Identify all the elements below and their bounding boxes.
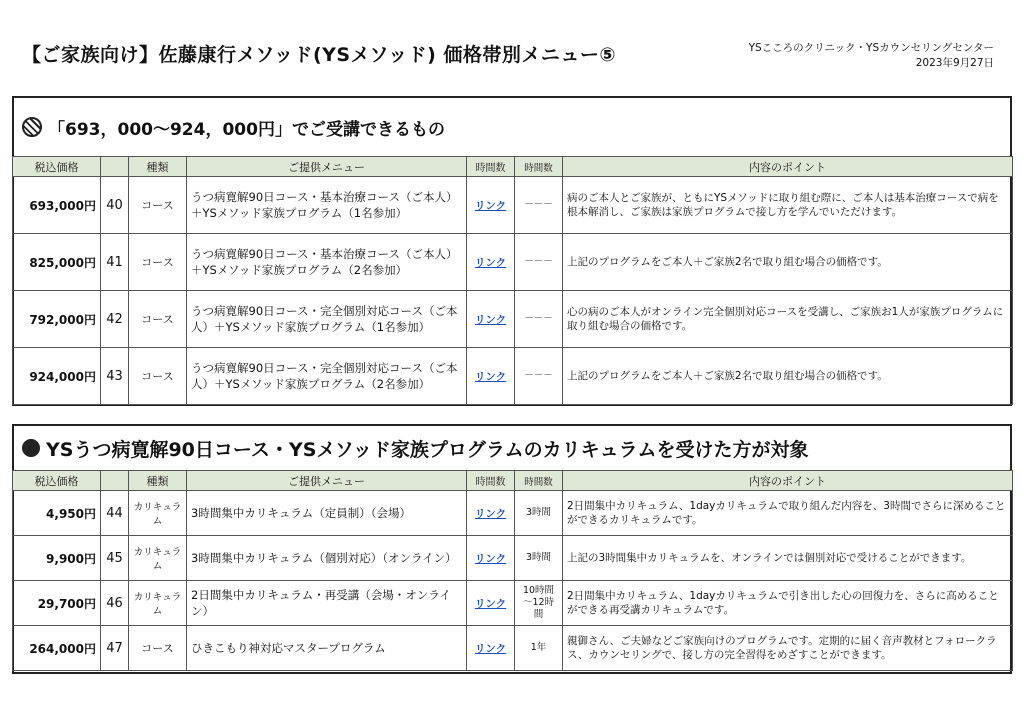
menu-cell: 2日間集中カリキュラム・再受講（会場・オンライン） [187, 581, 467, 626]
menu-cell: うつ病寛解90日コース・完全個別対応コース（ご本人）＋YSメソッド家族プログラム（1名参加） [187, 291, 467, 348]
price-cell: 264,000円 [13, 626, 101, 671]
price-cell: 924,000円 [13, 348, 101, 405]
menu-cell: 3時間集中カリキュラム（個別対応）（オンライン） [187, 536, 467, 581]
table-row [13, 234, 1013, 291]
section-1-title: 「693，000～924，000円」でご受講できるもの [48, 119, 445, 140]
menu-cell: うつ病寛解90日コース・完全個別対応コース（ご本人）＋YSメソッド家族プログラム（2名参加） [187, 348, 467, 405]
price-section-1 [12, 96, 1012, 406]
hours-cell: －－－ [515, 177, 563, 234]
link-cell [467, 581, 515, 626]
menu-cell: うつ病寛解90日コース・基本治療コース（ご本人）＋YSメソッド家族プログラム（2名参加） [187, 234, 467, 291]
page-title: 【ご家族向け】佐藤康行メソッド(YSメソッド) 価格帯別メニュー⑤ [22, 44, 616, 66]
document-date: 2023年9月27日 [915, 57, 994, 69]
menu-cell: うつ病寛解90日コース・基本治療コース（ご本人）＋YSメソッド家族プログラム（1名参加） [187, 177, 467, 234]
hours-cell: －－－ [515, 234, 563, 291]
detail-link[interactable]: リンク [474, 313, 507, 326]
hatched-circle-icon [22, 117, 42, 137]
menu-cell: ひきこもり神対応マスタープログラム [187, 626, 467, 671]
detail-link[interactable]: リンク [474, 507, 507, 520]
col-price: 税込価格 [13, 471, 101, 491]
link-cell [467, 626, 515, 671]
table-header-row [13, 471, 1013, 491]
price-cell: 693,000円 [13, 177, 101, 234]
type-cell: コース [129, 291, 187, 348]
col-point: 内容のポイント [563, 471, 1013, 491]
price-cell: 29,700円 [13, 581, 101, 626]
number-cell: 47 [101, 626, 129, 671]
point-cell: 2日間集中カリキュラム、1dayカリキュラムで取り組んだ内容を、3時間でさらに深めることができるカリキュラムです。 [563, 491, 1013, 536]
point-cell: 親御さん、ご夫婦などご家族向けのプログラムです。定期的に届く音声教材とフォロークラス、カウンセリングで、接し方の完全習得をめざすことができます。 [563, 626, 1013, 671]
point-cell: 上記のプログラムをご本人＋ご家族2名で取り組む場合の価格です。 [563, 348, 1013, 405]
col-type: 種類 [129, 471, 187, 491]
number-cell: 41 [101, 234, 129, 291]
hours-cell: 10時間～12時間 [515, 581, 563, 626]
price-cell: 9,900円 [13, 536, 101, 581]
section-1-heading [14, 98, 1010, 156]
price-cell: 825,000円 [13, 234, 101, 291]
hours-cell: 3時間 [515, 536, 563, 581]
col-price: 税込価格 [13, 157, 101, 177]
table-row [13, 291, 1013, 348]
hours-cell: －－－ [515, 291, 563, 348]
table-row [13, 348, 1013, 405]
link-cell [467, 291, 515, 348]
col-menu: ご提供メニュー [187, 471, 467, 491]
price-cell: 4,950円 [13, 491, 101, 536]
point-cell: 2日間集中カリキュラム、1dayカリキュラムで引き出した心の回復力を、さらに高めることができる再受講カリキュラムです。 [563, 581, 1013, 626]
number-cell: 43 [101, 348, 129, 405]
type-cell: コース [129, 626, 187, 671]
type-cell: コース [129, 177, 187, 234]
hours-cell: －－－ [515, 348, 563, 405]
type-cell: コース [129, 234, 187, 291]
hours-cell: 3時間 [515, 491, 563, 536]
detail-link[interactable]: リンク [474, 552, 507, 565]
table-row [13, 581, 1013, 626]
link-cell [467, 234, 515, 291]
table-row [13, 626, 1013, 671]
detail-link[interactable]: リンク [474, 256, 507, 269]
point-cell: 上記のプログラムをご本人＋ご家族2名で取り組む場合の価格です。 [563, 234, 1013, 291]
table-row [13, 177, 1013, 234]
col-type: 種類 [129, 157, 187, 177]
organization-info [749, 41, 994, 71]
table-row [13, 491, 1013, 536]
col-number [101, 157, 129, 177]
type-cell: カリキュラム [129, 581, 187, 626]
section-2-title: YSうつ病寛解90日コース・YSメソッド家族プログラムのカリキュラムを受けた方が対象 [46, 438, 809, 461]
type-cell: コース [129, 348, 187, 405]
number-cell: 46 [101, 581, 129, 626]
number-cell: 40 [101, 177, 129, 234]
menu-table-2 [12, 470, 1013, 671]
type-cell: カリキュラム [129, 536, 187, 581]
col-number [101, 471, 129, 491]
price-cell: 792,000円 [13, 291, 101, 348]
link-cell [467, 348, 515, 405]
detail-link[interactable]: リンク [474, 370, 507, 383]
hours-cell: 1年 [515, 626, 563, 671]
number-cell: 44 [101, 491, 129, 536]
table-row [13, 536, 1013, 581]
menu-table-1 [12, 156, 1013, 405]
link-cell [467, 491, 515, 536]
detail-link[interactable]: リンク [474, 199, 507, 212]
link-cell [467, 177, 515, 234]
col-hours: 時間数 [515, 157, 563, 177]
table-header-row [13, 157, 1013, 177]
price-section-2 [12, 424, 1012, 674]
menu-cell: 3時間集中カリキュラム（定員制）（会場） [187, 491, 467, 536]
point-cell: 心の病のご本人がオンライン完全個別対応コースを受講し、ご家族お1人が家族プログラムに取り組む場合の価格です。 [563, 291, 1013, 348]
detail-link[interactable]: リンク [474, 642, 507, 655]
number-cell: 42 [101, 291, 129, 348]
detail-link[interactable]: リンク [474, 597, 507, 610]
point-cell: 上記の3時間集中カリキュラムを、オンラインでは個別対応で受けることができます。 [563, 536, 1013, 581]
number-cell: 45 [101, 536, 129, 581]
col-link-hours: 時間数 [467, 471, 515, 491]
type-cell: カリキュラム [129, 491, 187, 536]
point-cell: 病のご本人とご家族が、ともにYSメソッドに取り組む際に、ご本人は基本治療コースで病を根本解消し、ご家族は家族プログラムで接し方を学んでいただけます。 [563, 177, 1013, 234]
col-hours: 時間数 [515, 471, 563, 491]
section-2-heading [14, 426, 1010, 470]
col-menu: ご提供メニュー [187, 157, 467, 177]
col-link-hours: 時間数 [467, 157, 515, 177]
col-point: 内容のポイント [563, 157, 1013, 177]
organization-name: YSこころのクリニック・YSカウンセリングセンター [748, 42, 994, 54]
filled-circle-icon [22, 439, 40, 457]
link-cell [467, 536, 515, 581]
